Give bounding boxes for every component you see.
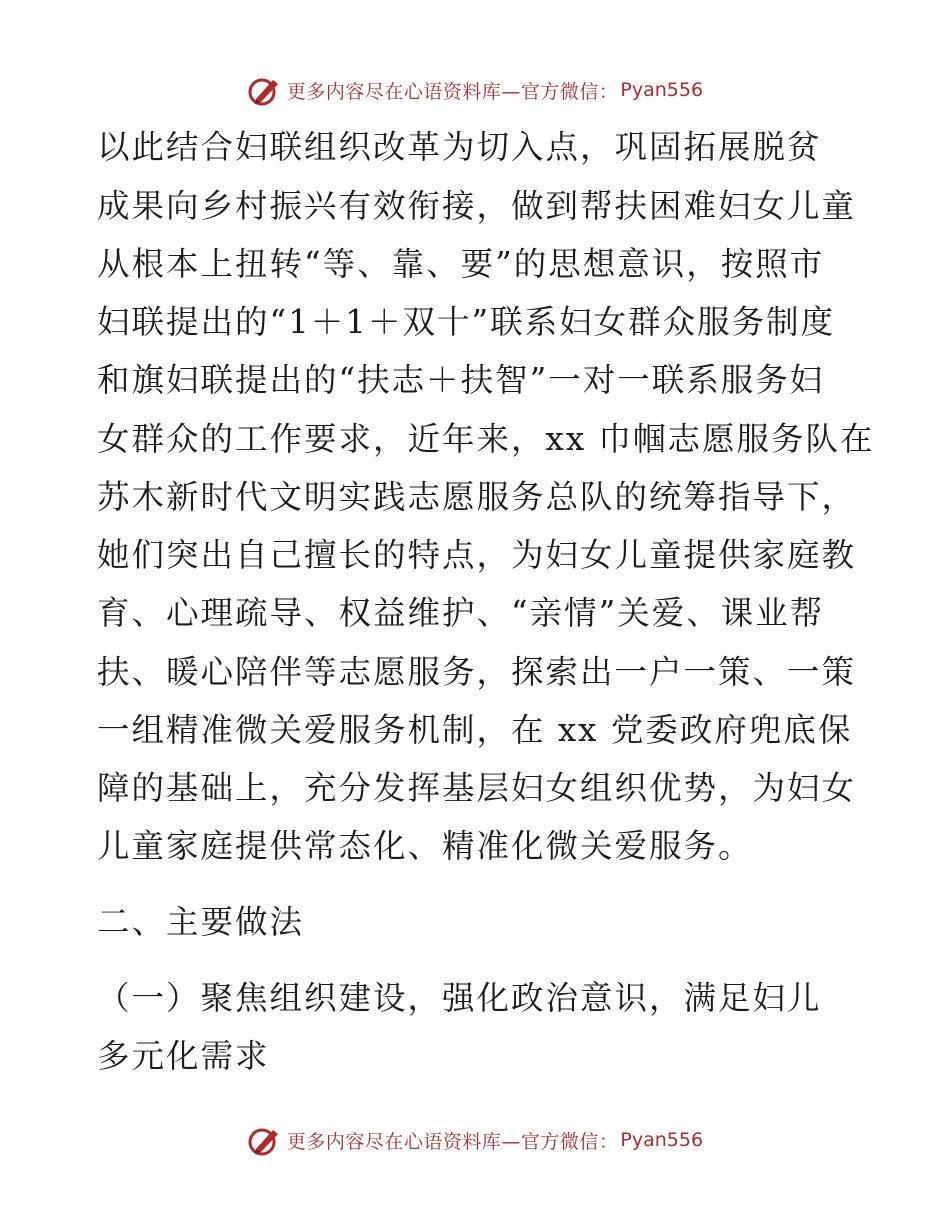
body-line-11: 一组精准微关爱服务机制，在 xx 党委政府兜底保 — [97, 711, 853, 749]
body-line-9: 育、心理疏导、权益维护、“亲情”关爱、课业帮 — [97, 594, 825, 632]
body-line-5: 和旗妇联提出的“扶志＋扶智”一对一联系服务妇 — [97, 361, 825, 399]
watermark-wechat-id: Pyan556 — [620, 79, 704, 101]
watermark-wechat-id: Pyan556 — [620, 1129, 704, 1151]
body-line-2: 成果向乡村振兴有效衔接，做到帮扶困难妇女儿童 — [97, 187, 857, 225]
subheading-line-1: （一）聚焦组织建设，强化政治意识，满足妇儿 — [97, 979, 822, 1017]
watermark-footer — [0, 1120, 950, 1160]
body-line-3: 从根本上扭转“等、靠、要”的思想意识，按照市 — [97, 245, 825, 283]
body-line-8: 她们突出自己擅长的特点，为妇女儿童提供家庭教 — [97, 536, 857, 574]
body-line-7: 苏木新时代文明实践志愿服务总队的统筹指导下， — [97, 478, 857, 516]
body-line-12: 障的基础上，充分发挥基层妇女组织优势，为妇女 — [97, 769, 857, 807]
section-heading: 二、主要做法 — [97, 903, 305, 941]
body-line-13: 儿童家庭提供常态化、精准化微关爱服务。 — [97, 827, 753, 865]
pen-logo-icon — [247, 1122, 283, 1158]
body-line-10: 扶、暖心陪伴等志愿服务，探索出一户一策、一策 — [97, 653, 857, 691]
watermark-text: 更多内容尽在心语资料库—官方微信： — [286, 1130, 619, 1153]
watermark-text: 更多内容尽在心语资料库—官方微信： — [286, 80, 619, 103]
subheading-line-2: 多元化需求 — [97, 1037, 270, 1075]
pen-logo-icon — [247, 72, 283, 108]
body-line-6: 女群众的工作要求，近年来，xx 巾帼志愿服务队在 — [97, 420, 875, 458]
body-line-4: 妇联提出的“1＋1＋双十”联系妇女群众服务制度 — [97, 303, 836, 341]
watermark-header — [0, 70, 950, 110]
body-line-1: 以此结合妇联组织改革为切入点，巩固拓展脱贫 — [97, 128, 822, 166]
